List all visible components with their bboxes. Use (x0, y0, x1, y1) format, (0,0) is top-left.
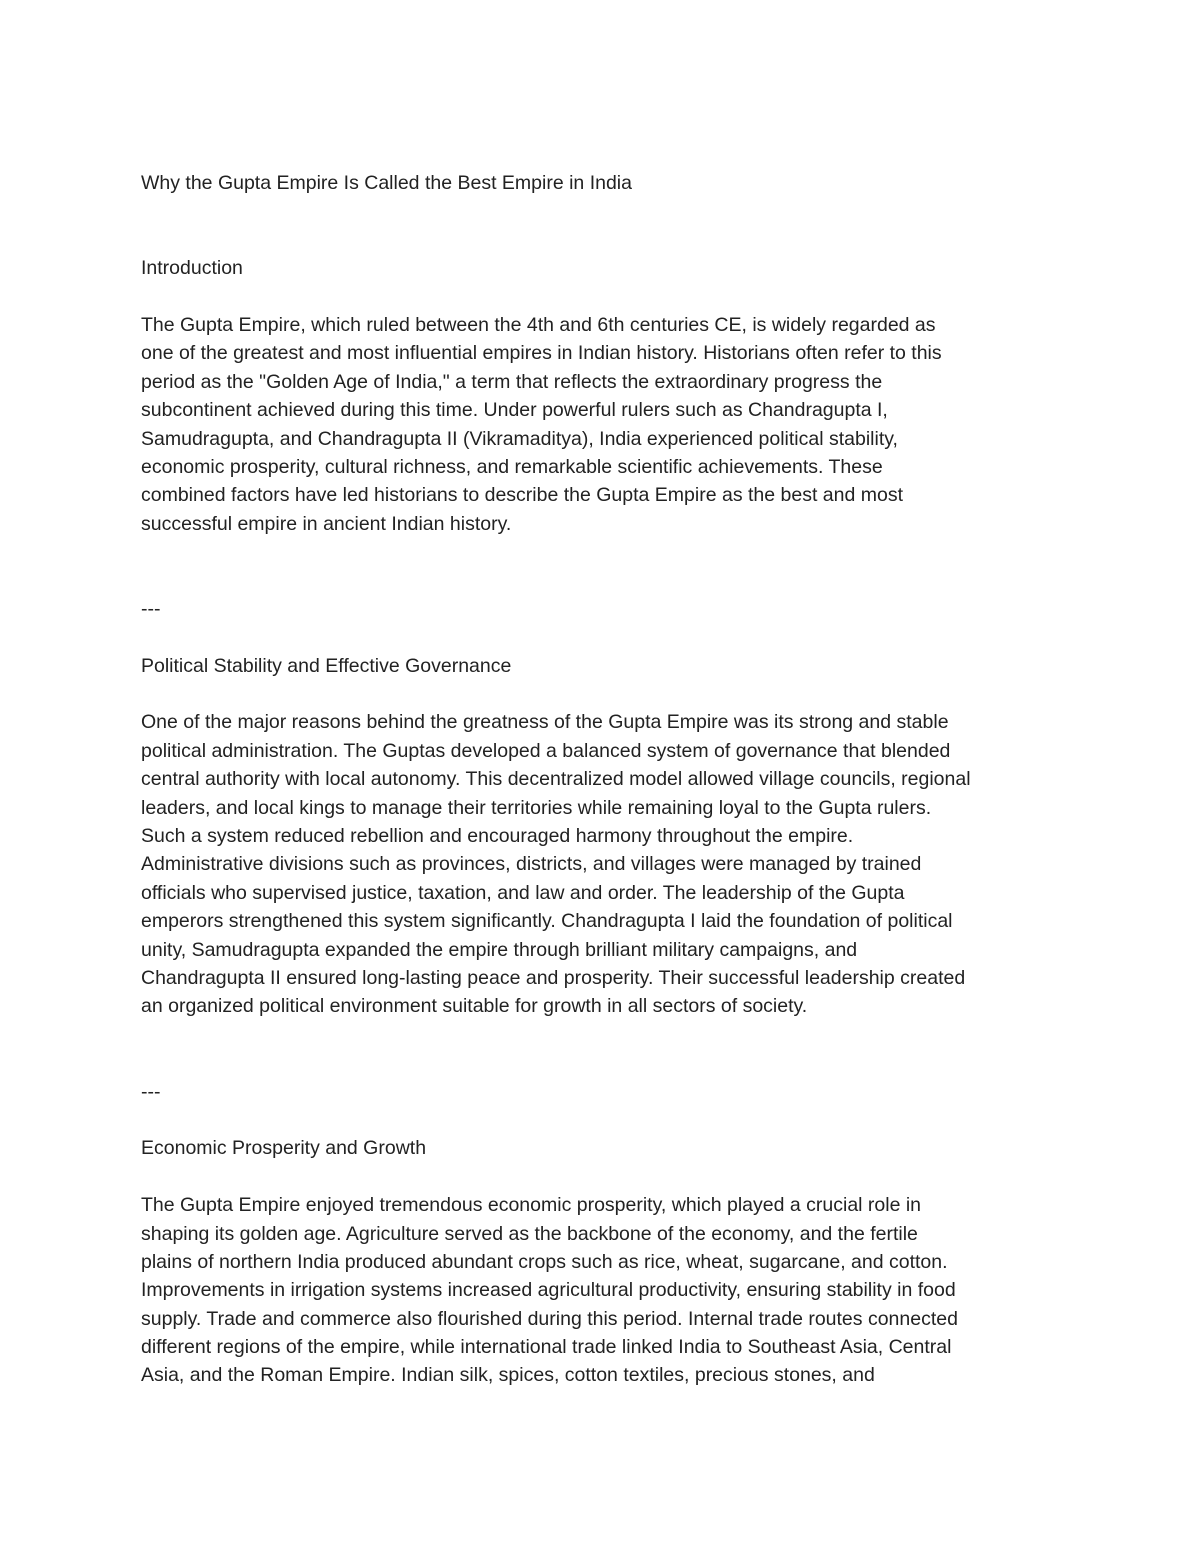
paragraph-line: officials who supervised justice, taxation, and law and order. The leadership of the Gupta (141, 881, 905, 904)
document-title: Why the Gupta Empire Is Called the Best Empire in India (141, 172, 632, 194)
paragraph-line: Improvements in irrigation systems increased agricultural productivity, ensuring stability in food (141, 1279, 956, 1302)
section-heading-political-stability: Political Stability and Effective Governance (141, 654, 512, 677)
paragraph-political-stability (141, 708, 1071, 1020)
paragraph-line: Asia, and the Roman Empire. Indian silk, spices, cotton textiles, precious stones, and (141, 1364, 875, 1387)
paragraph-economic-prosperity (141, 1191, 1071, 1390)
paragraph-line: The Gupta Empire enjoyed tremendous economic prosperity, which played a crucial role in (141, 1194, 922, 1217)
paragraph-line: one of the greatest and most influential empires in Indian history. Historians often refer to this (141, 342, 942, 365)
paragraph-line: unity, Samudragupta expanded the empire through brilliant military campaigns, and (141, 938, 858, 961)
section-separator: --- (141, 597, 161, 620)
paragraph-line: political administration. The Guptas developed a balanced system of governance that blended (141, 739, 951, 762)
paragraph-line: Chandragupta II ensured long-lasting peace and prosperity. Their successful leadership created (141, 966, 966, 989)
section-separator: --- (141, 1080, 161, 1103)
paragraph-line: supply. Trade and commerce also flourished during this period. Internal trade routes connected (141, 1307, 958, 1330)
paragraph-line: subcontinent achieved during this time. Under powerful rulers such as Chandragupta I, (141, 399, 888, 422)
document-body (141, 169, 1071, 1390)
paragraph-line: plains of northern India produced abundant crops such as rice, wheat, sugarcane, and cotton. (141, 1250, 948, 1273)
paragraph-line: combined factors have led historians to describe the Gupta Empire as the best and most (141, 484, 903, 507)
paragraph-line: Such a system reduced rebellion and encouraged harmony throughout the empire. (141, 825, 854, 848)
paragraph-introduction (141, 311, 1071, 538)
paragraph-line: successful empire in ancient Indian history. (141, 512, 512, 535)
paragraph-line: shaping its golden age. Agriculture served as the backbone of the economy, and the fertile (141, 1222, 918, 1245)
paragraph-line: emperors strengthened this system significantly. Chandragupta I laid the foundation of political (141, 910, 953, 933)
paragraph-line: different regions of the empire, while international trade linked India to Southeast Asia, Central (141, 1336, 952, 1359)
paragraph-line: leaders, and local kings to manage their territories while remaining loyal to the Gupta rulers. (141, 796, 932, 819)
paragraph-line: central authority with local autonomy. This decentralized model allowed village councils, regional (141, 768, 971, 791)
section-heading-introduction: Introduction (141, 257, 243, 280)
paragraph-line: an organized political environment suitable for growth in all sectors of society. (141, 995, 808, 1018)
paragraph-line: One of the major reasons behind the greatness of the Gupta Empire was its strong and stable (141, 711, 949, 734)
paragraph-line: period as the "Golden Age of India," a term that reflects the extraordinary progress the (141, 370, 883, 393)
paragraph-line: Samudragupta, and Chandragupta II (Vikramaditya), India experienced political stability, (141, 427, 898, 450)
paragraph-line: Administrative divisions such as provinces, districts, and villages were managed by trained (141, 853, 922, 876)
paragraph-line: The Gupta Empire, which ruled between the 4th and 6th centuries CE, is widely regarded as (141, 313, 936, 336)
paragraph-line: economic prosperity, cultural richness, and remarkable scientific achievements. These (141, 455, 883, 478)
section-heading-economic-prosperity: Economic Prosperity and Growth (141, 1137, 427, 1160)
